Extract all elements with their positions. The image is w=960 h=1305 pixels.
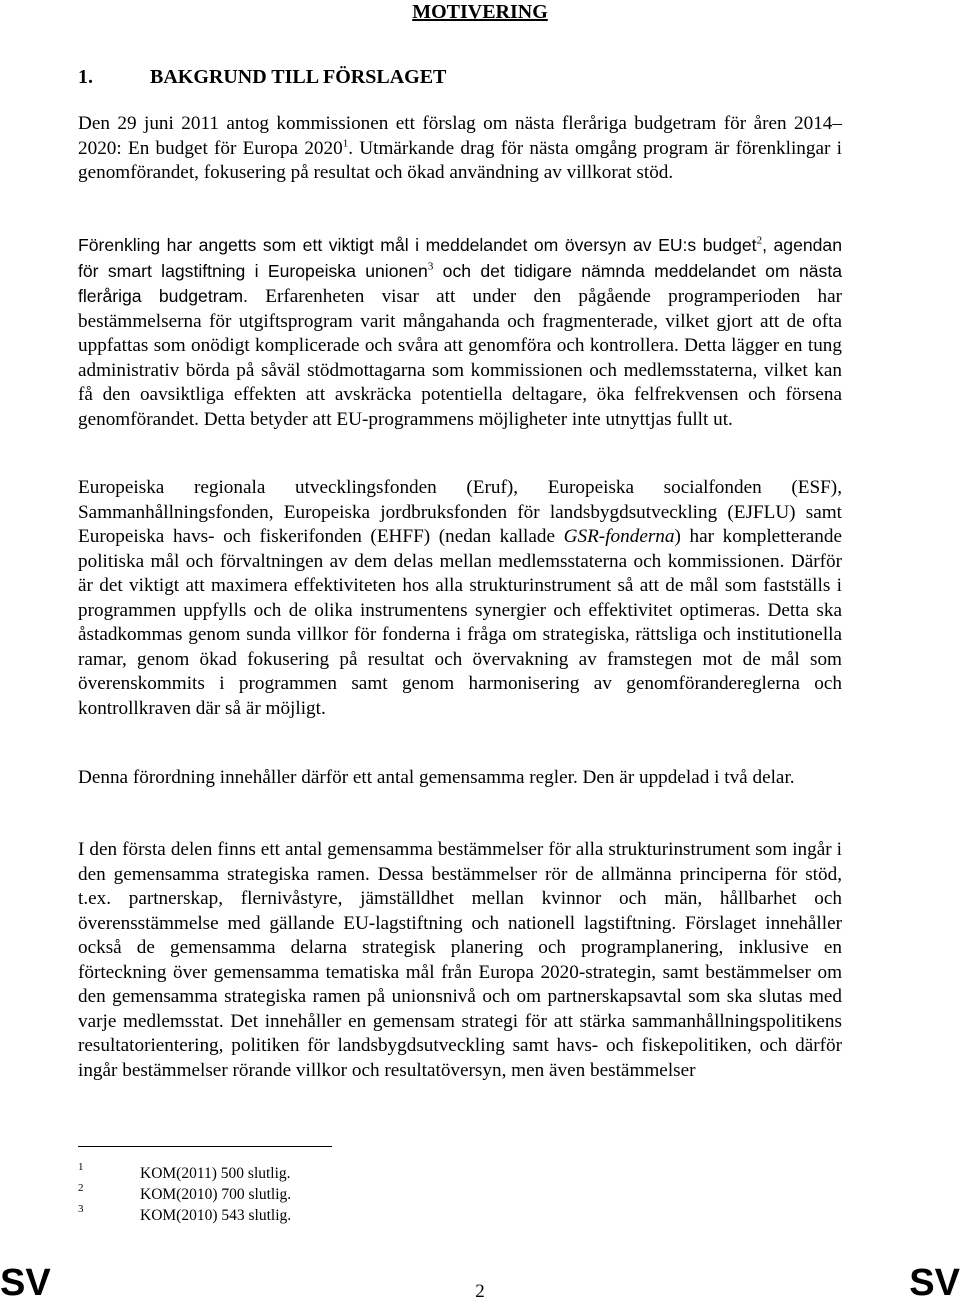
section-number: 1. [78,66,93,88]
paragraph-text: Erfarenheten visar att under den pågående programperioden har bestämmelserna för utgiftsprogram varit mångahanda och fragmenterade, vilket gjort att de ofta uppfattas som onödigt komplicerade och svåra att genomföra och kontrollera. Detta lägger en tung administrativ börda på såväl stödmottagarna som kommissionen och medlemsstaterna, vilket kan få den oavsiktliga effekten att avskräcka potentiella deltagare, öka felfrekvensen och försena genomförandet. Detta betyder att EU-programmens möjligheter inte utnyttjas fullt ut. [78,286,842,430]
language-code-left: SV [0,1262,51,1304]
footnote-number: 3 [78,1203,84,1215]
section-heading [78,65,446,89]
paragraph-simplification [78,233,842,432]
footnote-ref-1[interactable]: 1 [342,137,349,150]
document-title: MOTIVERING [412,1,548,23]
paragraph-regulation-parts: Denna förordning innehåller därför ett antal gemensamma regler. Den är uppdelad i två delar. [78,767,795,788]
section-heading-text: BAKGRUND TILL FÖRSLAGET [150,66,447,88]
footnote-text: KOM(2010) 700 slutlig. [140,1186,292,1203]
paragraph-text: . Utmärkande drag för nästa omgång program är förenklingar i genomförandet, fokusering på resultat och ökad användning av villkorat stöd. [78,137,842,183]
paragraph-text: Förenkling har angetts som ett viktigt mål i meddelandet om översyn av EU:s budget [78,235,757,255]
footnote-number: 2 [78,1182,84,1194]
footnote-number: 1 [78,1161,84,1173]
paragraph-gsr-funds [78,476,842,721]
language-code-right: SV [909,1262,960,1304]
footnote-text: KOM(2010) 543 slutlig. [140,1207,292,1224]
footnote-ref-3[interactable]: 3 [427,260,434,273]
paragraph-budget-proposal [78,112,842,186]
footnote-separator [78,1146,332,1147]
footnote-ref-2[interactable]: 2 [756,234,763,247]
footnote-text: KOM(2011) 500 slutlig. [140,1165,291,1182]
paragraph-text: ) har kompletterande politiska mål och förvaltningen av dem delas mellan medlemsstaterna och kommissionen. Därför är det viktigt att maximera effektiviteten hos alla strukturinstrument så att de mål som fastställs i programmen uppfylls och de olika instrumentens synergier och effektivitet optimeras. Detta ska åstadkommas genom sunda villkor för fonderna i fråga om strategiska, rättsliga och institutionella ramar, genom ökad fokusering på resultat och övervakning av framstegen mot de mål som överenskommits i programmen samt genom harmonisering av genomförandereglerna och kontrollkraven där så är möjligt. [78,526,842,719]
paragraph-text: och det tidigare nämnda meddelandet om nästa fleråriga budgetram. [78,260,842,306]
page-number: 2 [475,1281,485,1302]
paragraph-text: Den 29 juni 2011 antog kommissionen ett förslag om nästa fleråriga budgetram för åren 2014–2020: En budget för Europa 2020 [78,113,842,159]
italic-term: GSR-fonderna [563,526,675,547]
paragraph-text: Europeiska regionala utvecklingsfonden (Eruf), Europeiska socialfonden (ESF), Sammanhållningsfonden, Europeiska jordbruksfonden för landsbygdsutveckling (EJFLU) samt Europeiska havs- och fiskerifonden (EHFF) (nedan kallade [78,477,842,547]
paragraph-text: , agendan för smart lagstiftning i Europeiska unionen [78,235,842,281]
paragraph-first-part: I den första delen finns ett antal gemensamma bestämmelser för alla strukturinstrument som ingår i den gemensamma strategiska ramen. Dessa bestämmelser rör de allmänna principerna för stöd, t.ex. partnerskap, flernivåstyre, jämställdhet mellan kvinnor och män, hållbarhet och överensstämmelse med gällande EU-lagstiftning och nationell lagstiftning. Förslaget innehåller också de gemensamma delarna strategisk planering och programplanering, inklusive en förteckning över gemensamma tematiska mål från Europa 2020-strategin, samt bestämmelser om den gemensamma strategiska ramen på unionsnivå och om partnerskapsavtal som ska slutas med varje medlemsstat. Det innehåller en gemensam strategi för att stärka sammanhållningspolitikens resultatorientering, politiken för landsbygdsutveckling samt havs- och fiskepolitiken, och därför ingår bestämmelser rörande villkor och resultatöversyn, men även bestämmelser [78,839,842,1081]
